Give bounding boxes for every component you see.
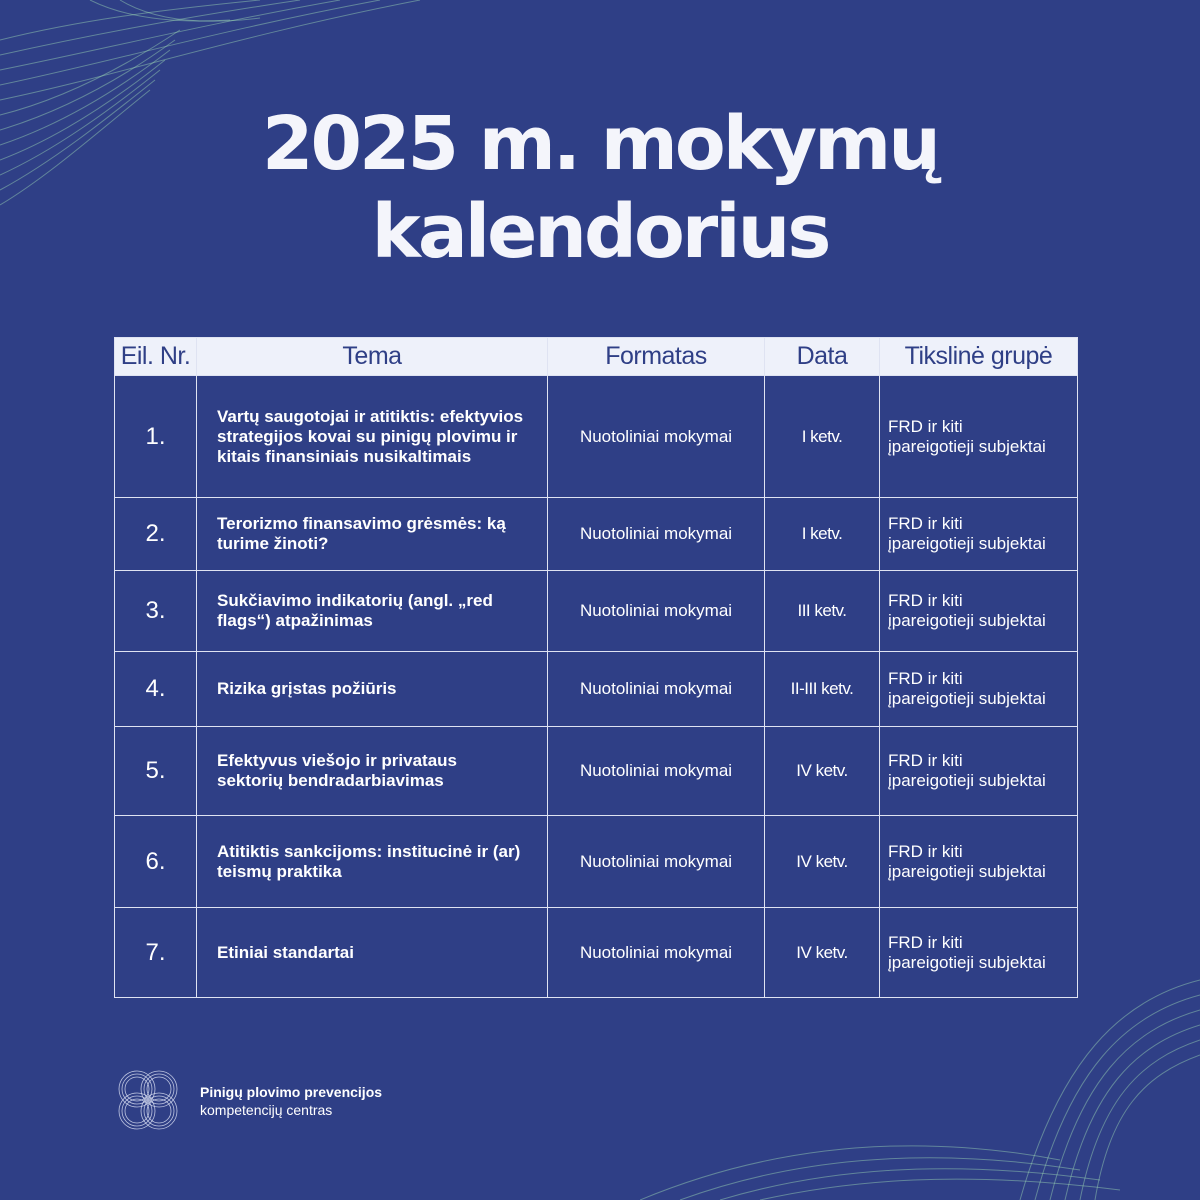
row-target-group-line2: įpareigotieji subjektai xyxy=(888,861,1046,881)
table-row xyxy=(115,498,1078,571)
row-target-group xyxy=(880,376,1078,498)
row-topic: Etiniai standartai xyxy=(197,908,548,998)
row-target-group xyxy=(880,498,1078,571)
organization-name-line1: Pinigų plovimo prevencijos xyxy=(200,1084,383,1100)
row-target-group-line1: FRD ir kiti xyxy=(888,514,963,533)
row-target-group xyxy=(880,571,1078,652)
row-topic: Efektyvus viešojo ir privataus sektorių bendradarbiavimas xyxy=(197,727,548,816)
row-format: Nuotoliniai mokymai xyxy=(548,908,765,998)
row-target-group-line1: FRD ir kiti xyxy=(888,841,963,861)
row-target-group-line1: FRD ir kiti xyxy=(888,751,963,770)
row-target-group-line2: įpareigotieji subjektai xyxy=(888,534,1046,553)
row-topic: Sukčiavimo indikatorių (angl. „red flags“) atpažinimas xyxy=(197,571,548,652)
row-date: II-III ketv. xyxy=(765,652,880,727)
table-row xyxy=(115,816,1078,908)
row-number: 6. xyxy=(115,816,197,908)
row-topic: Terorizmo finansavimo grėsmės: ką turime žinoti? xyxy=(197,498,548,571)
row-topic: Atitiktis sankcijoms: institucinė ir (ar) teismų praktika xyxy=(197,816,548,908)
row-target-group-line2: įpareigotieji subjektai xyxy=(888,689,1046,708)
row-number: 2. xyxy=(115,498,197,571)
training-calendar-table xyxy=(114,337,1078,998)
page-title-line1: 2025 m. mokymų xyxy=(262,101,938,187)
page-title xyxy=(0,100,1200,276)
row-date: IV ketv. xyxy=(765,908,880,998)
row-format: Nuotoliniai mokymai xyxy=(548,498,765,571)
row-date: III ketv. xyxy=(765,571,880,652)
row-number: 7. xyxy=(115,908,197,998)
row-format: Nuotoliniai mokymai xyxy=(548,727,765,816)
column-header-topic: Tema xyxy=(197,338,548,376)
table-row xyxy=(115,727,1078,816)
column-header-number: Eil. Nr. xyxy=(115,338,197,376)
organization-name xyxy=(200,1083,382,1119)
row-target-group-line2: įpareigotieji subjektai xyxy=(888,952,1046,972)
row-format: Nuotoliniai mokymai xyxy=(548,652,765,727)
interlocking-circles-logo-icon xyxy=(113,1065,183,1135)
row-format: Nuotoliniai mokymai xyxy=(548,571,765,652)
row-date: IV ketv. xyxy=(765,816,880,908)
row-date: IV ketv. xyxy=(765,727,880,816)
row-target-group-line2: įpareigotieji subjektai xyxy=(888,436,1046,456)
row-number: 5. xyxy=(115,727,197,816)
row-date: I ketv. xyxy=(765,498,880,571)
page-title-line2: kalendorius xyxy=(371,189,829,275)
row-target-group-line1: FRD ir kiti xyxy=(888,591,963,610)
row-target-group xyxy=(880,652,1078,727)
row-target-group-line1: FRD ir kiti xyxy=(888,669,963,688)
row-target-group-line2: įpareigotieji subjektai xyxy=(888,771,1046,790)
row-number: 3. xyxy=(115,571,197,652)
row-target-group xyxy=(880,908,1078,998)
row-format: Nuotoliniai mokymai xyxy=(548,816,765,908)
column-header-target-group: Tikslinė grupė xyxy=(880,338,1078,376)
row-target-group-line1: FRD ir kiti xyxy=(888,932,963,952)
row-format: Nuotoliniai mokymai xyxy=(548,376,765,498)
column-header-format: Formatas xyxy=(548,338,765,376)
row-date: I ketv. xyxy=(765,376,880,498)
row-target-group xyxy=(880,816,1078,908)
column-header-date: Data xyxy=(765,338,880,376)
row-topic: Rizika grįstas požiūris xyxy=(197,652,548,727)
table-header-row xyxy=(115,338,1078,376)
table-row xyxy=(115,376,1078,498)
row-number: 4. xyxy=(115,652,197,727)
table-row xyxy=(115,908,1078,998)
row-target-group-line2: įpareigotieji subjektai xyxy=(888,611,1046,630)
row-topic: Vartų saugotojai ir atitiktis: efektyvios strategijos kovai su pinigų plovimu ir kitais finansiniais nusikaltimais xyxy=(197,376,548,498)
table-row xyxy=(115,571,1078,652)
row-number: 1. xyxy=(115,376,197,498)
table-row xyxy=(115,652,1078,727)
organization-name-line2: kompetencijų centras xyxy=(200,1102,333,1118)
row-target-group-line1: FRD ir kiti xyxy=(888,416,963,436)
row-target-group xyxy=(880,727,1078,816)
